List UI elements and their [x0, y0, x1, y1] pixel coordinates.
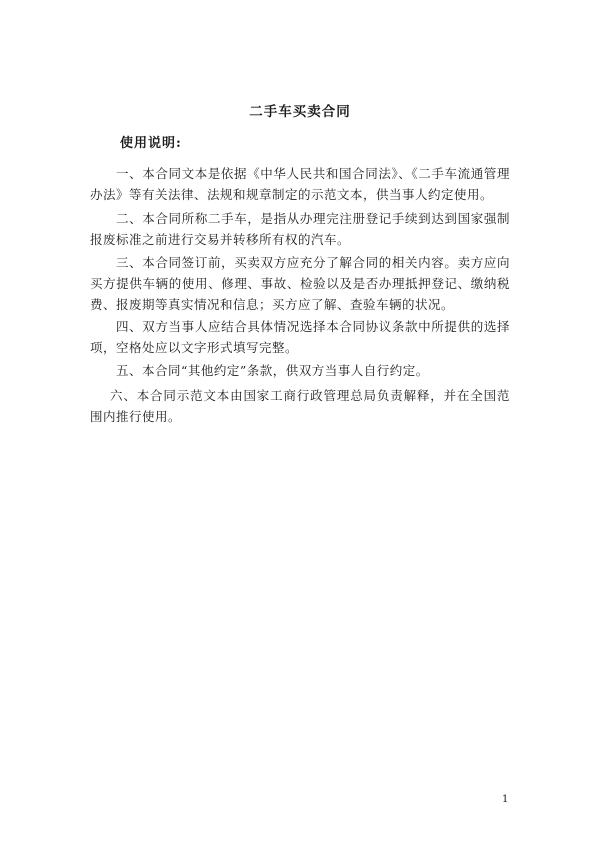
paragraph-3: 三、本合同签订前，买卖双方应充分了解合同的相关内容。卖方应向买方提供车辆的使用、修理、事故、检验以及是否办理抵押登记、缴纳税费、报废期等真实情况和信息；买方应了解、查验车辆的状况。	[90, 255, 510, 312]
instructions-heading: 使用说明:	[120, 136, 182, 151]
document-title: 二手车买卖合同	[249, 104, 351, 120]
paragraph-2: 二、本合同所称二手车，是指从办理完注册登记手续到达到国家强制报废标准之前进行交易并转移所有权的汽车。	[90, 211, 510, 247]
paragraph-4: 四、双方当事人应结合具体情况选择本合同协议条款中所提供的选择项，空格处应以文字形式填写完整。	[90, 319, 510, 355]
paragraph-6: 六、本合同示范文本由国家工商行政管理总局负责解释，并在全国范围内推行使用。	[90, 388, 510, 424]
paragraph-5: 五、本合同“其他约定”条款，供双方当事人自行约定。	[116, 363, 429, 378]
page-number: 1	[502, 794, 509, 805]
paragraph-1: 一、本合同文本是依据《中华人民共和国合同法》、《二手车流通管理办法》等有关法律、法规和规章制定的示范文本，供当事人约定使用。	[90, 166, 510, 202]
